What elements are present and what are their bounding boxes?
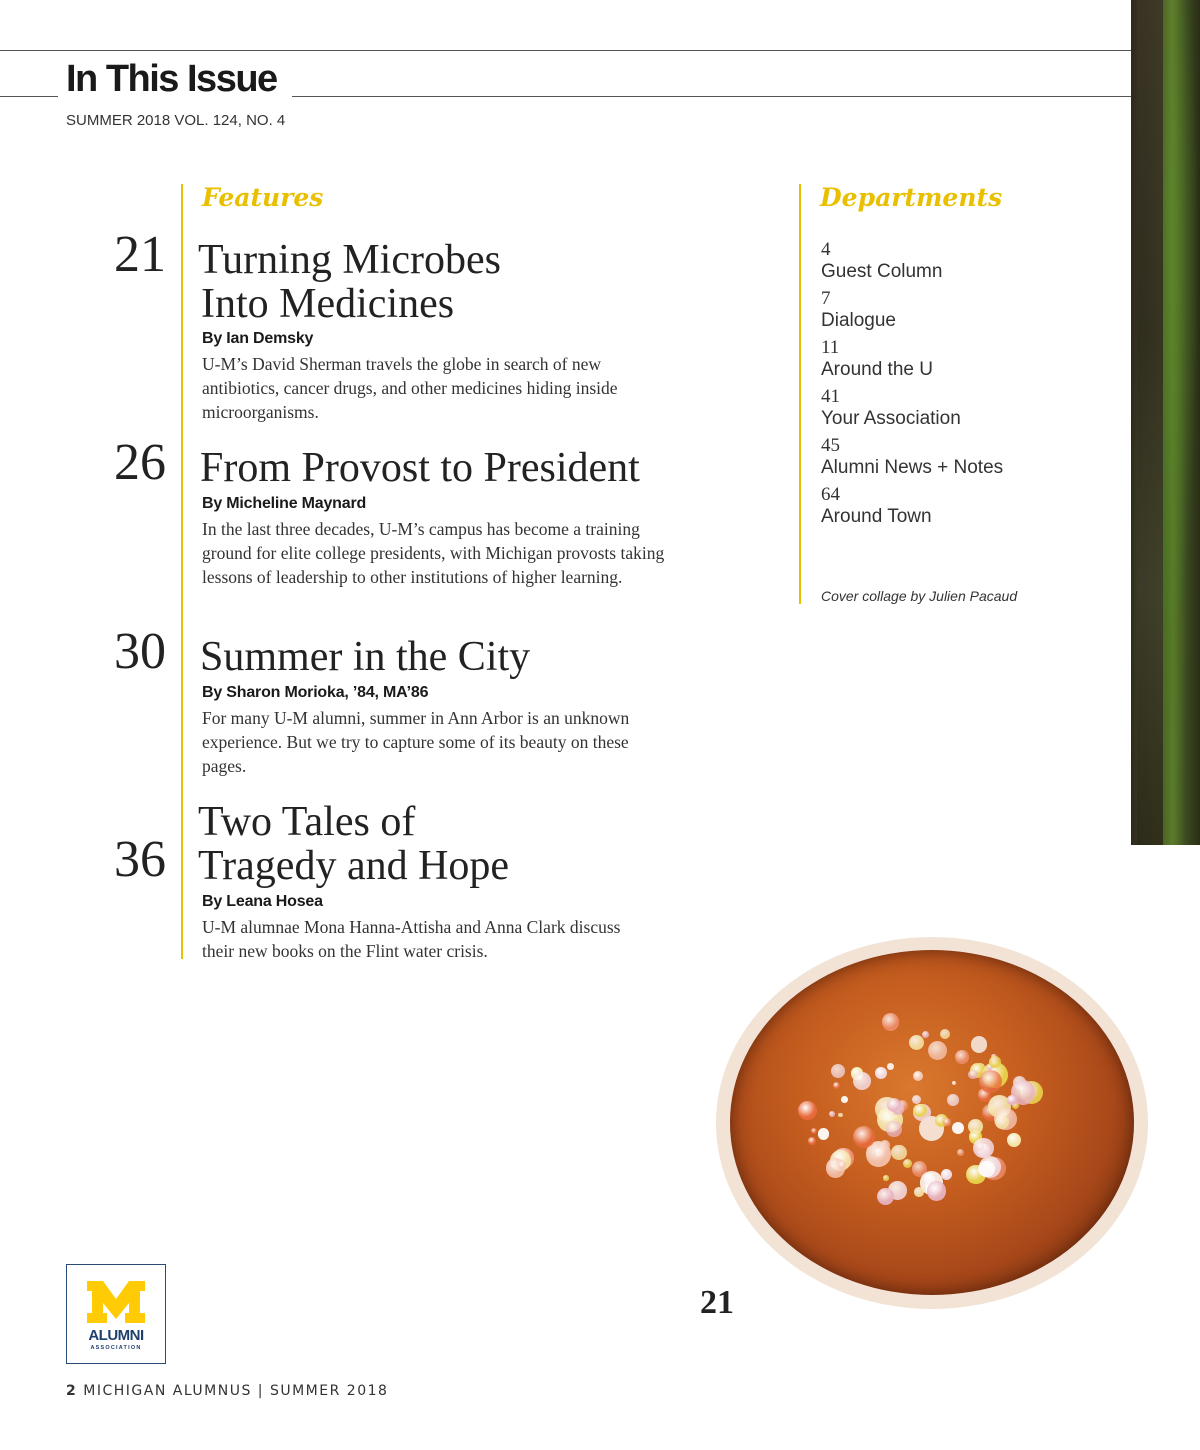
- bacterial-colony: [841, 1096, 848, 1103]
- bacterial-colony: [877, 1188, 894, 1205]
- photo-page-reference[interactable]: 21: [700, 1284, 734, 1321]
- bacterial-colony: [903, 1159, 912, 1168]
- bacterial-colony: [811, 1128, 817, 1134]
- department-label: Dialogue: [821, 310, 896, 331]
- bacterial-colony: [913, 1071, 923, 1081]
- department-item[interactable]: [821, 240, 942, 285]
- feature-page-number: 30: [114, 623, 166, 680]
- bacterial-colony: [886, 1121, 901, 1136]
- feature-title-line: Tragedy and Hope: [198, 843, 510, 889]
- bacterial-colony: [914, 1187, 924, 1197]
- department-item[interactable]: [821, 387, 961, 432]
- department-label: Your Association: [821, 408, 961, 429]
- bacterial-colony: [971, 1036, 988, 1053]
- department-label: Guest Column: [821, 261, 943, 282]
- bacterial-colony: [887, 1063, 895, 1071]
- department-page-number: 45: [821, 435, 840, 456]
- bacterial-colony: [853, 1126, 875, 1148]
- feature-description: In the last three decades, U-M’s campus has become a training ground for elite college presidents, with Michigan provosts taking lessons of leadership to other institutions of higher learning.: [202, 519, 665, 587]
- forest-photo: [1131, 0, 1200, 845]
- feature-byline: By Sharon Morioka, ’84, MA’86: [202, 684, 429, 701]
- bacterial-colony: [979, 1070, 1002, 1093]
- bacterial-colony: [940, 1029, 950, 1039]
- bacterial-colony: [941, 1169, 952, 1180]
- bacterial-colony: [891, 1145, 906, 1160]
- bacterial-colony: [973, 1138, 994, 1159]
- departments-heading: Departments: [820, 183, 1003, 212]
- department-page-number: 64: [821, 484, 840, 505]
- bacterial-colony: [808, 1137, 816, 1145]
- bacterial-colony: [928, 1041, 947, 1060]
- issue-line: SUMMER 2018 VOL. 124, NO. 4: [66, 112, 286, 129]
- bacterial-colony: [922, 1031, 929, 1038]
- feature-byline: By Leana Hosea: [202, 893, 323, 910]
- department-item[interactable]: [821, 485, 932, 530]
- bacterial-colony: [818, 1128, 829, 1139]
- bacterial-colony: [883, 1175, 888, 1180]
- bacterial-colony: [955, 1050, 969, 1064]
- bacterial-colony: [829, 1111, 836, 1118]
- bacterial-colony: [947, 1094, 959, 1106]
- feature-description: U-M alumnae Mona Hanna-Attisha and Anna Clark discuss their new books on the Flint water crisis.: [202, 917, 621, 961]
- department-page-number: 11: [821, 337, 840, 358]
- feature-byline: By Micheline Maynard: [202, 495, 367, 512]
- department-label: Alumni News + Notes: [821, 457, 1004, 478]
- bacterial-colony: [1007, 1095, 1016, 1104]
- department-label: Around Town: [821, 506, 932, 527]
- bacterial-colony: [957, 1149, 963, 1155]
- bacterial-colony: [995, 1115, 1009, 1129]
- bacterial-colony: [968, 1070, 977, 1079]
- alumni-association-logo[interactable]: [66, 1264, 166, 1364]
- footer-page-number: 2: [66, 1383, 78, 1399]
- feature-description: For many U-M alumni, summer in Ann Arbor is an unknown experience. But we try to capture some of its beauty on these pages.: [202, 708, 630, 776]
- department-page-number: 41: [821, 386, 840, 407]
- department-page-number: 7: [821, 288, 831, 309]
- feature-title-line: Turning Microbes: [198, 237, 501, 283]
- bacterial-colony: [989, 1056, 1001, 1068]
- department-item[interactable]: [821, 436, 1003, 481]
- bacterial-colony: [882, 1013, 899, 1030]
- features-divider: [181, 184, 183, 959]
- petri-dish-agar: [730, 950, 1134, 1295]
- header-left-rule: [0, 96, 58, 97]
- department-item[interactable]: [821, 338, 933, 383]
- header-top-rule: [0, 50, 1131, 51]
- bacterial-colony: [927, 1181, 946, 1200]
- bacterial-colony: [952, 1081, 956, 1085]
- feature-page-number: 36: [114, 831, 166, 888]
- feature-title-line: Two Tales of: [198, 799, 416, 845]
- page-footer: [66, 1383, 388, 1399]
- bacterial-colony: [875, 1067, 887, 1079]
- bacterial-colony: [798, 1101, 817, 1120]
- feature-title[interactable]: [198, 800, 509, 888]
- feature-byline: By Ian Demsky: [202, 330, 314, 347]
- bacterial-colony: [838, 1113, 842, 1117]
- bacterial-colony: [943, 1118, 951, 1126]
- bacterial-colony: [909, 1035, 925, 1051]
- block-m-icon: [85, 1279, 147, 1325]
- features-heading: Features: [202, 183, 324, 212]
- feature-page-number: 26: [114, 434, 166, 491]
- bacterial-colony: [913, 1104, 927, 1118]
- feature-title-line: Into Medicines: [201, 281, 455, 327]
- feature-page-number: 21: [114, 226, 166, 283]
- feature-title[interactable]: From Provost to President: [200, 445, 640, 491]
- department-page-number: 4: [821, 239, 831, 260]
- footer-text: MICHIGAN ALUMNUS | SUMMER 2018: [83, 1383, 389, 1399]
- cover-credit: Cover collage by Julien Pacaud: [821, 588, 1018, 604]
- logo-word: ALUMNI: [88, 1327, 144, 1344]
- bacterial-colony: [1007, 1133, 1021, 1147]
- bacterial-colony: [833, 1082, 840, 1089]
- header-right-rule: [292, 96, 1131, 97]
- feature-title[interactable]: [198, 238, 501, 326]
- departments-divider: [799, 184, 801, 604]
- logo-subword: ASSOCIATION: [90, 1345, 142, 1351]
- feature-title[interactable]: Summer in the City: [200, 634, 531, 680]
- bacterial-colony: [831, 1064, 846, 1079]
- department-label: Around the U: [821, 359, 933, 380]
- bacterial-colony: [912, 1095, 921, 1104]
- bacterial-colony: [952, 1122, 964, 1134]
- bacterial-colony: [887, 1098, 901, 1112]
- feature-description: U-M’s David Sherman travels the globe in search of new antibiotics, cancer drugs, and other medicines hiding inside microorganisms.: [202, 354, 618, 422]
- department-item[interactable]: [821, 289, 896, 334]
- page-title: In This Issue: [66, 58, 277, 100]
- bacterial-colony: [853, 1072, 871, 1090]
- bacterial-colony: [968, 1119, 983, 1134]
